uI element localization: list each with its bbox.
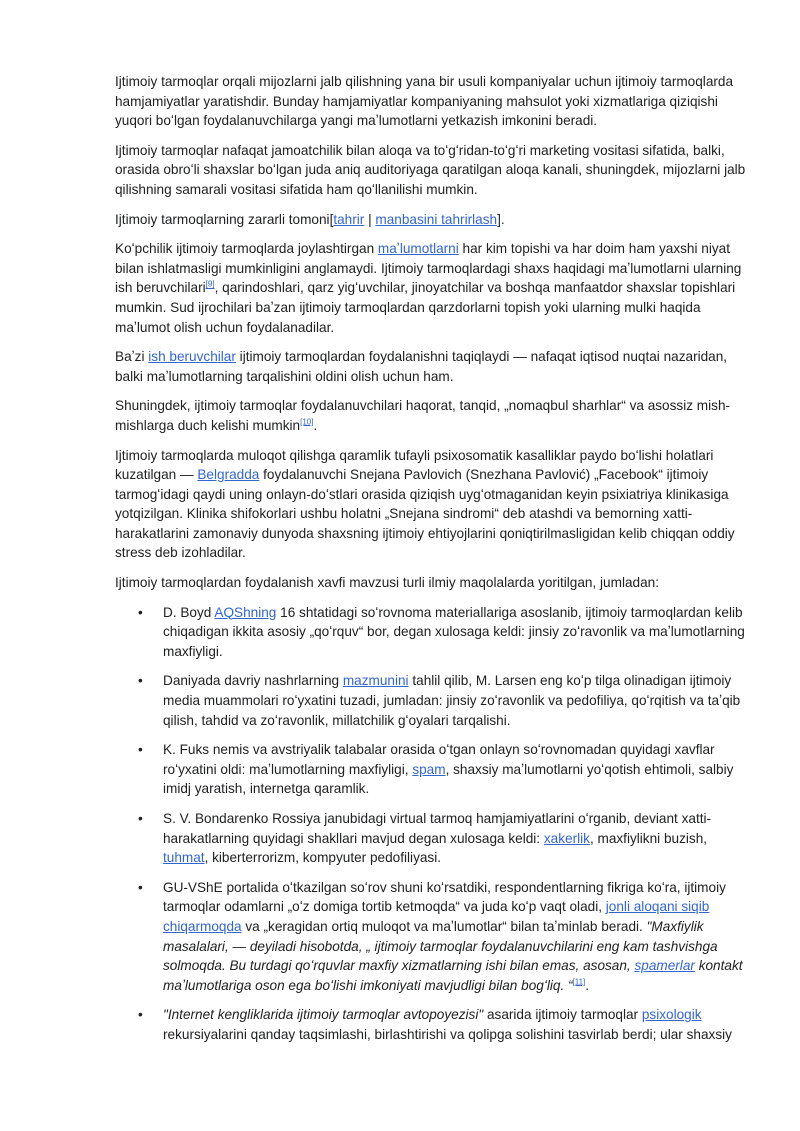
link-psixologik[interactable]: psixologik xyxy=(641,1007,702,1023)
link-ish-beruvchilar[interactable]: ish beruvchilar xyxy=(148,349,236,365)
bullet-icon: • xyxy=(138,811,143,826)
list-item xyxy=(138,1005,747,1044)
bullet-icon: • xyxy=(138,879,143,895)
link-tuhmat[interactable]: tuhmat xyxy=(163,850,205,866)
bracket-close: ]. xyxy=(497,211,505,227)
paragraph: Ijtimoiy tarmoqlardan foydalanish xavfi mavzusi turli ilmiy maqolalarda yoritilgan, jumladan: xyxy=(115,575,659,591)
section-heading-text: Ijtimoiy tarmoqlarning zararli tomoni xyxy=(115,211,330,227)
italic-title: "Internet kengliklarida ijtimoiy tarmoqlar avtopoyezisi" xyxy=(163,1007,484,1023)
text: , maxfiylikni buzish, xyxy=(589,830,708,846)
bullet-icon: • xyxy=(138,673,143,689)
bracket-open: [ xyxy=(329,211,334,227)
paragraph: Ijtimoiy tarmoqlar orqali mijozlarni jalb qilishning yana bir usuli kompaniyalar uchun ijtimoiy tarmoqlarda hamjamiyatlar yaratishdir. Bunday hamjamiyatlar kompaniyaning mahsulot yoki xizmatlariga qiziqishi yuqori boʻlgan foydalanuvchilarga yangi maʼlumotlarni yetkazish imkonini beradi. xyxy=(115,74,734,129)
paragraph xyxy=(115,446,747,564)
text: K. Fuks nemis va avstriyalik talabalar orasida oʻtgan onlayn soʻrovnomadan quyidagi xavflar roʻyxatini oldi: maʼlumotlarning maxfiyligi, xyxy=(163,742,715,777)
text: GU-VShE portalida oʻtkazilgan soʻrov shuni koʻrsatdiki, respondentlarning fikriga koʻra, ijtimoiy tarmoqlar odamlarni „oʻz domiga tortib ketmoqda“ va juda koʻp vaqt oladi, xyxy=(163,879,726,915)
reference-link[interactable]: [11] xyxy=(572,977,586,987)
text: S. V. Bondarenko Rossiya janubidagi virtual tarmoq hamjamiyatlarini oʻrganib, deviant xatti-harakatlarning quyidagi shakllari mavjud degan xulosaga keldi: xyxy=(163,811,712,846)
link-spamerlar[interactable]: spamerlar xyxy=(634,958,695,974)
bullet-icon: • xyxy=(138,742,143,758)
risk-list xyxy=(115,603,747,1045)
link-mazmunini[interactable]: mazmunini xyxy=(342,673,409,689)
text: D. Boyd xyxy=(163,604,215,620)
list-item xyxy=(138,878,747,996)
text: Koʻpchilik ijtimoiy tarmoqlarda joylashtirgan xyxy=(115,241,378,257)
edit-source-link[interactable]: manbasini tahrirlash xyxy=(375,211,498,227)
link-spam[interactable]: spam xyxy=(412,761,446,777)
link-jonli-aloqani[interactable]: jonli aloqani siqib chiqarmoqda xyxy=(163,899,710,934)
text: , shaxsiy maʼlumotlarni yoʻqotish ehtimoli, salbiy imidj yaratish, internetga qaramlik. xyxy=(163,761,734,797)
edit-link[interactable]: tahrir xyxy=(333,211,365,227)
text: . xyxy=(585,977,590,993)
text: rekursiyalarini qanday taqsimlashi, birlashtirishi va qolipga solishini tasvirlab berdi; ular shaxsiy xyxy=(163,1026,732,1042)
text: , qarindoshlari, qarz yigʻuvchilar, jinoyatchilar va boshqa manfaatdor shaxslar topishlari mumkin. Sud ijrochilari baʼzan ijtimoiy tarmoqlardan qarzdorlarni topish yoki ularning mulki haqida maʼlumot olish uchun foydalanadilar. xyxy=(115,280,736,335)
list-item xyxy=(138,809,747,868)
text: . xyxy=(313,417,318,433)
reference-link[interactable]: [9] xyxy=(205,279,215,289)
reference-9 xyxy=(206,280,215,289)
text: va „keragidan ortiq muloqot va maʼlumotlar“ bilan taʼminlab beradi. xyxy=(241,918,647,934)
reference-link[interactable]: [10] xyxy=(300,417,314,427)
italic-quote: "Maxfiylik masalalari, — deyiladi hisobotda, „ ijtimoiy tarmoqlar foydalanuvchilarini eng kam tashvishga solmoqda. Bu turdagi qoʻrquvlar maxfiy xizmatlarning ishi bilan emas, asosan, xyxy=(163,918,718,974)
article-body xyxy=(115,72,747,1055)
text: tahlil qilib, M. Larsen eng koʻp tilga olinadigan ijtimoiy media muammolari roʻyxatini tuzadi, jumladan: jinsiy zoʻravonlik va pedofiliya, qoʻrqitish va taʼqib qilish, tahdid va zoʻravonlik, millatchilik gʻoyalari tarqalishi. xyxy=(163,673,741,728)
section-heading xyxy=(115,210,747,230)
text: 16 shtatidagi soʻrovnoma materiallariga asoslanib, ijtimoiy tarmoqlardan kelib chiqadigan ikkita asosiy „qoʻrquv“ bor, degan xulosaga keldi: jinsiy zoʻravonlik va maʼlumotlarning maxfiyligi. xyxy=(163,604,745,659)
text: asarida ijtimoiy tarmoqlar xyxy=(483,1007,642,1023)
paragraph: Ijtimoiy tarmoqlar nafaqat jamoatchilik bilan aloqa va toʻgʻridan-toʻgʻri marketing vositasi sifatida, balki, orasida obroʻli shaxslar boʻlgan juda aniq auditoriyaga qaratilgan aloqa kanali, shuningdek, mijozlarni jalb qilishning samarali vositasi sifatida ham qoʻllanilishi mumkin. xyxy=(115,142,746,197)
link-aqshning[interactable]: AQShning xyxy=(214,604,277,620)
list-item xyxy=(138,671,747,730)
reference-10 xyxy=(300,417,313,426)
text: ijtimoiy tarmoqlardan foydalanishni taqiqlaydi — nafaqat iqtisod nuqtai nazaridan, balki maʼlumotlarning tarqalishini oldini olish uchun ham. xyxy=(115,349,728,384)
bullet-icon: • xyxy=(138,1007,143,1023)
text: Baʼzi xyxy=(115,349,149,365)
bullet-icon: • xyxy=(138,604,143,620)
paragraph xyxy=(115,239,747,337)
text: Ijtimoiy tarmoqlarda muloqot qilishga qaramlik tufayli psixosomatik kasalliklar paydo boʻlishi holatlari kuzatilgan — xyxy=(115,447,714,483)
link-malumotlarni[interactable]: maʼlumotlarni xyxy=(377,241,459,257)
link-belgradda[interactable]: Belgradda xyxy=(197,467,260,483)
text: Daniyada davriy nashrlarning xyxy=(163,673,343,689)
text: har kim topishi va har doim ham yaxshi niyat bilan ishlatmasligi mumkinligini anglamaydi. Ijtimoiy tarmoqlardagi shaxs haqidagi maʼlumotlarni ularning ish beruvchilari xyxy=(115,241,742,296)
paragraph xyxy=(115,396,747,435)
italic-quote: kontakt maʼlumotlariga oson ega boʻlishi imkoniyati mavjudligi bilan bogʻliq. “ xyxy=(163,958,743,993)
list-item xyxy=(138,740,747,799)
text: Shuningdek, ijtimoiy tarmoqlar foydalanuvchilari haqorat, tanqid, „nomaqbul sharhlar“ va asossiz mish-mishlarga duch kelishi mumkin xyxy=(115,398,731,433)
text: foydalanuvchi Snejana Pavlovich (Snezhana Pavlović) „Facebook“ ijtimoiy tarmogʻidagi qaydi uning onlayn-doʻstlari orasida qiziqish uygʻotmaganidan keyin psixiatriya klinikasiga yotqizilgan. Klinika shifokorlari ushbu holatni „Snejana sindromi“ deb atashdi va bemorning xatti-harakatlarini zamonaviy dunyoda shaxsning ijtimoiy ehtiyojlarini qoniqtirilmasligidan kelib chiqqan oddiy stress deb izohladilar. xyxy=(115,467,735,561)
paragraph xyxy=(115,347,747,386)
text: , kiberterrorizm, kompyuter pedofiliyasi. xyxy=(204,850,442,866)
link-xakerlik[interactable]: xakerlik xyxy=(543,830,590,846)
reference-11 xyxy=(573,977,586,986)
list-item xyxy=(138,603,747,662)
separator: | xyxy=(364,211,376,227)
